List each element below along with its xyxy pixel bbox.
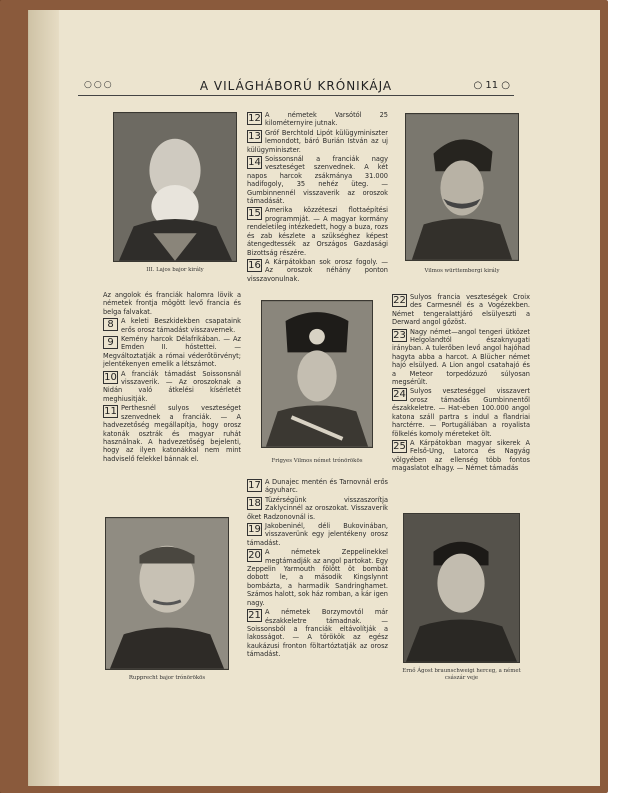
- portrait-ernst-image: [404, 514, 519, 662]
- portrait-rupprecht: [105, 517, 229, 670]
- entry-number: 13: [248, 130, 261, 142]
- page-header: [78, 80, 514, 96]
- column-left: [103, 291, 241, 464]
- caption-ludwig: III. Lajos bajor király: [146, 267, 204, 273]
- entry-text: A Kárpátokban magyar sikerek A Felső-Ung, Latorca és Nagyág völgyében az ellenség több fontos magaslatot elhagy. — Német támadás: [392, 438, 530, 473]
- entry-text: Sulyos veszteséggel visszavert orosz támadás Gumbinnentől északkeletre. — Hat-eben 100.000 angol katona száll partra s indul a flandriai harctérre. — Portugáliában a royalista fölkelés komoly méreteket ölt.: [392, 387, 530, 438]
- entry-continued: [103, 291, 241, 316]
- entry-9: [103, 335, 241, 369]
- entry-25: [392, 439, 530, 473]
- column-right: [392, 293, 530, 474]
- entry-text: A Kárpátokban sok orosz fogoly. — Az oroszok néhány ponton visszavonulnak.: [247, 257, 388, 283]
- portrait-prince-image: [262, 301, 372, 447]
- entry-number: 20: [248, 550, 261, 562]
- portrait-wilhelm: [405, 113, 519, 261]
- entry-number: 16: [248, 259, 261, 271]
- entry-text: Jakobeninél, déli Bukovinában, visszaverünk egy jelentékeny orosz támadást.: [247, 522, 388, 547]
- entry-text: Perthesnél sulyos veszteséget szenvednek a franciák. — A hadvezetőség megállapítja, hogy orosz katonák osztrák és magyar ruhát használnak. A hadvezetőség bejelenti, hogy az ilyen katonákkal nem mint hadviselő felekkel bánnak el.: [103, 404, 241, 463]
- caption-wilhelm: Vilmos württembergi király: [424, 268, 500, 274]
- entry-13: [247, 129, 388, 154]
- caption-prince: Frigyes Vilmos német trónörökös: [271, 458, 363, 464]
- portrait-ludwig-image: [114, 113, 236, 261]
- entry-21: [247, 608, 388, 658]
- entry-text: Az angolok és franciák halomra lövik a németek frontja mögött levő francia és belga falvakat.: [103, 291, 241, 316]
- caption-ernst: Ernő Ágost braunschweigi herceg, a német császár veje: [402, 668, 521, 681]
- entry-15: [247, 206, 388, 256]
- header-ornament: ○○○: [84, 80, 114, 90]
- entry-text: A németek Varsótól 25 kilométernyire jutnak.: [265, 111, 388, 128]
- entry-8: [103, 317, 241, 334]
- entry-10: [103, 370, 241, 404]
- entry-number: 25: [393, 440, 406, 452]
- entry-text: Sulyos francia veszteségek Croix des Carmesnél és a Vogézekben. Német tengeralattjáró elsülyeszti a Derward angol gőzöst.: [392, 293, 530, 327]
- entry-text: A németek Borzymovtól már északkeletre támadnak. — Soissonsból a franciák eltávolítják a lakosságot. — A törökök az egész kaukázusi fronton föltartóztatják az orosz támadást.: [247, 608, 388, 659]
- entry-17: [247, 478, 388, 495]
- portrait-prince: [261, 300, 373, 448]
- entry-text: A franciák támadást Soissonsnál visszaverik. — Az oroszoknak a Nidán való átkelési kísérletét meghiusitják.: [103, 369, 241, 403]
- portrait-ludwig: [113, 112, 237, 262]
- portrait-wilhelm-image: [406, 114, 518, 260]
- portrait-ernst: [403, 513, 520, 663]
- entry-number: 18: [248, 497, 261, 509]
- entry-23: [392, 328, 530, 387]
- entry-number: 19: [248, 524, 261, 536]
- entry-text: Kemény harcok Délafrikában. — Az Emden II. hóstettei. — Megváltoztatják a római véderőtörvényt; jelentékenyen emelik a létszámot.: [103, 335, 241, 369]
- caption-rupprecht: Rupprecht bajor trónörökös: [128, 675, 206, 681]
- entry-19: [247, 522, 388, 547]
- entry-number: 22: [393, 295, 406, 306]
- page-title: A VILÁGHÁBORÚ KRÓNIKÁJA: [199, 79, 393, 93]
- entry-text: A németek Zeppelinekkel megtámadják az angol partokat. Egy Zeppelin Yarmouth fölött öt bombát dobott le, a második Kingslynnt bombázta, a harmadik Sandringhamet. Számos halott, sok ház romban, a kár igen nagy.: [247, 548, 388, 607]
- entry-number: 8: [103, 318, 118, 331]
- entry-number: 11: [104, 406, 117, 418]
- page-fold-edge: [29, 10, 59, 786]
- entry-text: A Dunajec mentén és Tarnovnál erős ágyuharc.: [265, 478, 388, 495]
- entry-text: Tüzérségünk visszaszorítja Zaklycinnél az oroszokat. Visszaverik őket Radzonovnál is.: [247, 495, 388, 521]
- portrait-rupprecht-image: [106, 518, 228, 669]
- entry-text: Soissonsnál a franciák nagy veszteséget szenvednek. A két napos harcok zsákmánya 31.000 hadifogoly, 35 nehéz üteg. — Gumbinnennél visszaverik az oroszok támadását.: [247, 155, 388, 206]
- entry-16: [247, 258, 388, 283]
- column-middle-top: [247, 111, 388, 284]
- entry-number: 17: [248, 480, 261, 491]
- entry-text: Gróf Berchtold Lipót külügyminiszter lemondott, báró Burián István az uj külügyminiszter.: [247, 128, 388, 154]
- page-number: ○ 11 ○: [473, 80, 510, 91]
- entry-text: Amerika közzéteszi flottaépítési programmját. — A magyar kormány rendeletileg intézkedett, hogy a buza, rozs és zab készlete a szükséghez képest átengedtessék az Országos Gazdasági Bizottság részére.: [247, 206, 388, 257]
- entry-number: 10: [104, 371, 117, 383]
- column-middle-bottom: [247, 478, 388, 660]
- entry-24: [392, 387, 530, 437]
- entry-number: 12: [248, 113, 261, 124]
- entry-14: [247, 155, 388, 205]
- entry-18: [247, 496, 388, 521]
- entry-number: 14: [248, 157, 261, 169]
- entry-text: A keleti Beszkidekben csapataink erős orosz támadást visszavernek.: [121, 317, 241, 334]
- entry-20: [247, 548, 388, 607]
- entry-12: [247, 111, 388, 128]
- entry-11: [103, 404, 241, 463]
- entry-22: [392, 293, 530, 327]
- entry-number: 15: [248, 208, 261, 220]
- entry-number: 9: [103, 336, 118, 349]
- entry-text: Nagy német—angol tengeri ütközet Helgolandtól északnyugati irányban. A tulerőben levő angol hajóhad hagyta abba a harcot. A Blücher német hajó elsülyed. A Lion angol csatahajó és a Meteor torpedózuzó súlyosan megsérült.: [392, 327, 530, 387]
- entry-number: 23: [393, 329, 406, 341]
- entry-number: 21: [248, 610, 261, 622]
- entry-number: 24: [393, 389, 406, 401]
